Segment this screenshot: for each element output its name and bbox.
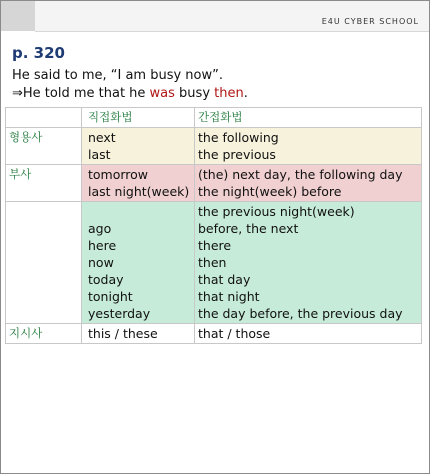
category-cell (6, 128, 82, 165)
table-row (6, 128, 422, 165)
direct-item: this / these (88, 326, 158, 341)
brand-label: E4U CYBER SCHOOL (321, 17, 419, 26)
indirect-item: then (198, 255, 227, 270)
indirect-item: before, the next (198, 221, 299, 236)
indirect-item: the following (198, 130, 279, 145)
table-row (6, 165, 422, 202)
direct-cell (82, 202, 195, 324)
direct-item: tonight (88, 289, 133, 304)
example-direct-speech: He said to me, “I am busy now”. (12, 68, 223, 83)
example-suffix: . (243, 86, 248, 101)
indirect-item: (the) next day, the following day (198, 167, 403, 182)
direct-item: ago (88, 221, 112, 236)
direct-item: next (88, 130, 116, 145)
example-prefix: ⇒He told me that he (12, 86, 150, 101)
category-cell (6, 202, 82, 324)
table-row (6, 202, 422, 324)
direct-item: here (88, 238, 117, 253)
direct-item (88, 203, 191, 220)
header-direct: 직접화법 (82, 108, 195, 128)
header-category (6, 108, 82, 128)
indirect-item: the previous night(week) (198, 204, 355, 219)
example-indirect-speech (12, 86, 248, 101)
direct-cell (82, 165, 195, 202)
indirect-cell (195, 324, 422, 344)
example-mid: busy (174, 86, 215, 101)
indirect-item: that night (198, 289, 260, 304)
direct-cell (82, 128, 195, 165)
category-label (9, 203, 78, 220)
category-label: 형용사 (9, 130, 43, 144)
direct-item: last night(week) (88, 184, 190, 199)
table-row (6, 324, 422, 344)
direct-item: tomorrow (88, 167, 149, 182)
category-label: 부사 (9, 167, 32, 181)
top-bar (35, 1, 429, 32)
speech-conversion-table (5, 107, 422, 344)
indirect-item: the day before, the previous day (198, 306, 403, 321)
indirect-item: that / those (198, 326, 271, 341)
indirect-cell (195, 128, 422, 165)
indirect-cell (195, 202, 422, 324)
page-title: p. 320 (12, 44, 65, 62)
table-header-row (6, 108, 422, 128)
highlight-was: was (149, 86, 175, 101)
highlight-then: then (214, 86, 244, 101)
indirect-item: that day (198, 272, 251, 287)
indirect-cell (195, 165, 422, 202)
header-indirect: 간접화법 (195, 108, 422, 128)
corner-block (1, 1, 35, 31)
direct-cell (82, 324, 195, 344)
direct-item: today (88, 272, 124, 287)
direct-item: yesterday (88, 306, 151, 321)
indirect-item: the night(week) before (198, 184, 342, 199)
indirect-item: there (198, 238, 232, 253)
indirect-item: the previous (198, 147, 276, 162)
category-cell (6, 324, 82, 344)
direct-item: last (88, 147, 111, 162)
direct-item: now (88, 255, 114, 270)
category-label: 지시사 (9, 326, 43, 340)
category-cell (6, 165, 82, 202)
